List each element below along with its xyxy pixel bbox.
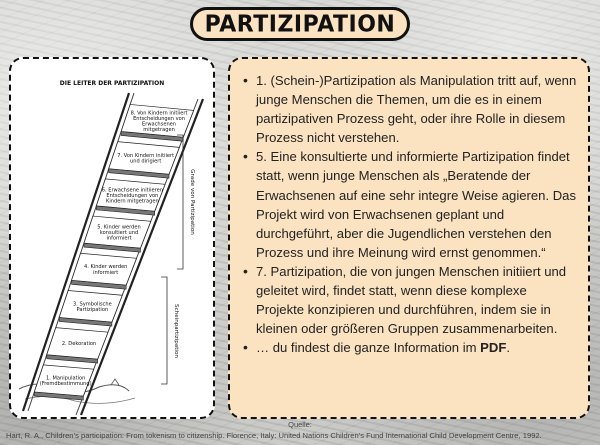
- ladder-rung-label: 2. Dekoration: [61, 341, 97, 348]
- ladder-rung-label: Erwachsenen: [142, 121, 177, 128]
- ladder-rung-label: 3. Symbolische: [73, 301, 112, 308]
- pdf-hint-text: … du findest die ganze Information im: [256, 340, 481, 356]
- ladder-rung-label: (Fremdbestimmung): [39, 381, 92, 388]
- explanation-item: • 5. Eine konsultierte und informierte Partizipation findet statt, wenn junge Menschen als „Beratende der Erwachsenen auf eine sehr integre Weise agieren. Das Projekt wird von Erwachsenen geplant und durchgeführt, aber die Jugendlichen verstehen den Prozess und ihre Meinung wird ernst genommen.“: [256, 147, 578, 262]
- pdf-hint-item: [256, 338, 578, 357]
- page-title-badge: [190, 7, 410, 41]
- explanation-item: • 1. (Schein-)Partizipation als Manipulation tritt auf, wenn junge Menschen die Themen, um die es in einem partizipativen Prozess geht, oder ihre Rolle in diesem Prozess nicht verstehen.: [256, 71, 578, 147]
- ladder-rung-label: 6. Erwachsene initiieren: [101, 187, 163, 194]
- bracket-label-lower: Scheinpartizipation: [173, 304, 179, 358]
- explanation-item: • 7. Partizipation, die von jungen Menschen initiiert und geleitet wird, findet statt, wenn diese komplexe Projekte konzipieren und durchführen, indem sie in kleinen oder größeren Gruppen zusammenarbeiten.: [256, 262, 578, 338]
- ladder-rung-label: Partizipation: [76, 306, 109, 313]
- ladder-rung-label: 1. Manipulation: [45, 375, 86, 382]
- ladder-rung-label: 7. Von Kindern initiiert: [117, 152, 175, 159]
- ladder-rung-label: Entscheidungen von: [133, 115, 186, 122]
- ladder-left-rail-edge: [28, 93, 134, 411]
- ladder-rung-label: 5. Kinder werden: [97, 224, 141, 231]
- ladder-rung-label: informiert: [93, 269, 119, 276]
- ladder: [23, 93, 203, 415]
- ladder-rung-label: Kindern mitgetragen: [105, 198, 159, 205]
- ladder-rung-label: 4. Kinder werden: [83, 264, 128, 271]
- ladder-rung-label: 8. Von Kindern initiiert: [130, 110, 188, 117]
- pdf-link[interactable]: PDF: [480, 340, 507, 356]
- ladder-rung-label: und dirigiert: [130, 158, 162, 165]
- source-label: Quelle:: [288, 420, 312, 429]
- page-title: PARTIZIPATION: [204, 10, 396, 38]
- ladder-illustration: [11, 59, 215, 419]
- explanation-card: [228, 57, 590, 419]
- bracket-label-upper: Grade von Partizipation: [189, 169, 195, 235]
- explanation-list: [242, 71, 578, 357]
- ladder-illustration-card: [9, 57, 215, 419]
- source-citation: Hart, R. A., Children’s participation: From tokenism to citizenship. Florence, Italy: United Nations Children’s Fund International Child Development Centre, 1992.: [6, 431, 542, 440]
- pdf-hint-suffix: .: [506, 340, 510, 356]
- ladder-rung-label: Entscheidungen von: [106, 192, 159, 199]
- ladder-rung-label: konsultiert und: [99, 229, 139, 236]
- ladder-heading: DIE LEITER DER PARTIZIPATION: [59, 80, 165, 87]
- ladder-rung-label: mitgetragen: [143, 127, 175, 134]
- bracket-lower: [161, 277, 167, 384]
- ladder-rung-label: informiert: [106, 235, 132, 242]
